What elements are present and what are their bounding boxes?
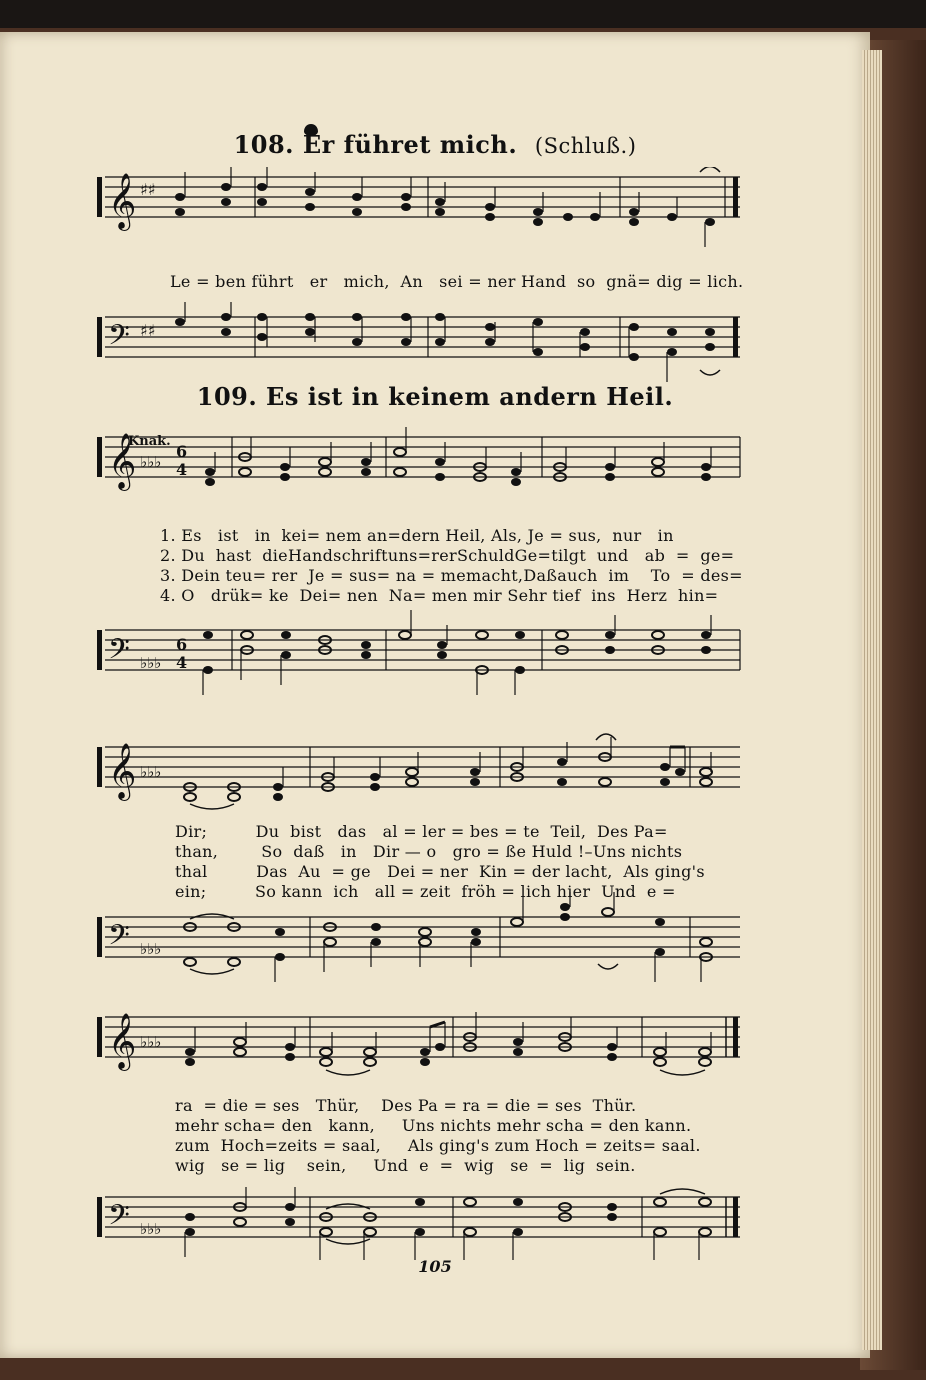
- hymn-109-system-1-bass: [0, 610, 870, 700]
- hymn-109-system-2-verse-3: thal Das Au = ge Dei = ner Kin = der lacht, Als ging's: [175, 862, 705, 881]
- book-page: [0, 32, 870, 1358]
- page-edges: [862, 50, 882, 1350]
- hymn-108-bass-staff: [0, 302, 870, 392]
- svg-text:4: 4: [176, 653, 188, 672]
- svg-text:♭♭♭: ♭♭♭: [140, 940, 162, 958]
- page-number: 105: [418, 1257, 452, 1276]
- svg-text:𝄢: 𝄢: [108, 319, 130, 359]
- svg-text:♯♯: ♯♯: [140, 321, 156, 340]
- hymn-109-system-2-verse-4: ein; So kann ich all = zeit fröh = lich hier Und e =: [175, 882, 676, 901]
- hymn-109-system-3-verse-3: zum Hoch=zeits = saal, Als ging's zum Hoch = zeits= saal.: [175, 1136, 701, 1155]
- svg-text:♭♭♭: ♭♭♭: [140, 763, 162, 781]
- svg-text:𝄢: 𝄢: [108, 919, 130, 959]
- hymn-109-system-2-treble: [0, 732, 870, 822]
- hymn-108-subtitle: (Schluß.): [534, 134, 637, 158]
- svg-text:♯♯: ♯♯: [140, 180, 156, 199]
- hymn-109-title: 109. Es ist in keinem andern Heil.: [196, 382, 674, 411]
- svg-text:𝄞: 𝄞: [108, 173, 137, 229]
- hymn-109-system-3-verse-1: ra = die = ses Thür, Des Pa = ra = die = ses Thür.: [175, 1096, 637, 1115]
- hymn-109-system-1-verse-3: 3. Dein teu= rer Je = sus= na = memacht,Daßauch im To = des=: [160, 566, 743, 585]
- time-signature-bottom: 4: [176, 460, 188, 479]
- svg-text:♭♭♭: ♭♭♭: [140, 1033, 162, 1051]
- hymn-109-system-3-verse-2: mehr scha= den kann, Uns nichts mehr scha = den kann.: [175, 1116, 692, 1135]
- hymn-109-system-1-verse-4: 4. O drük= ke Dei= nen Na= men mir Sehr tief ins Herz hin=: [160, 586, 719, 605]
- svg-text:6: 6: [176, 635, 188, 654]
- svg-text:♭♭♭: ♭♭♭: [140, 1220, 162, 1238]
- hymn-109-system-1-verse-2: 2. Du hast dieHandschriftuns=rerSchuldGe=tilgt und ab = ge=: [160, 546, 735, 565]
- hymn-109-system-2-bass: [0, 892, 870, 987]
- svg-text:𝄞: 𝄞: [108, 743, 137, 799]
- hymn-109-system-2-verse-1: Dir; Du bist das al = ler = bes = te Teil, Des Pa=: [175, 822, 668, 841]
- svg-text:♭♭♭: ♭♭♭: [140, 453, 162, 471]
- hymn-109-system-1-verse-1: 1. Es ist in kei= nem an=dern Heil, Als, Je = sus, nur in: [160, 526, 674, 545]
- hymn-109-system-1-treble: [0, 427, 870, 512]
- svg-text:𝄞: 𝄞: [108, 1013, 137, 1069]
- hymn-109-system-3-verse-4: wig se = lig sein, Und e = wig se = lig sein.: [175, 1156, 636, 1175]
- hymn-109-system-3-bass: [0, 1172, 870, 1262]
- hymn-108-treble-staff: [0, 167, 870, 257]
- svg-text:♭♭♭: ♭♭♭: [140, 654, 162, 672]
- svg-text:𝄞: 𝄞: [108, 433, 137, 489]
- hymn-108-title: 108. Er führet mich.: [233, 130, 518, 159]
- voice-label: Knak.: [128, 434, 171, 449]
- svg-text:𝄢: 𝄢: [108, 1199, 130, 1239]
- hymn-109-system-2-verse-2: than, So daß in Dir — o gro = ße Huld !–Uns nichts: [175, 842, 683, 861]
- time-signature-top: 6: [176, 442, 188, 461]
- svg-text:𝄢: 𝄢: [108, 633, 130, 673]
- hymn-109-system-3-treble: [0, 992, 870, 1092]
- hymn-108-title-line: [0, 130, 870, 159]
- hymn-108-lyrics: Le = ben führt er mich, An sei = ner Hand so gnä= dig = lich.: [170, 272, 744, 291]
